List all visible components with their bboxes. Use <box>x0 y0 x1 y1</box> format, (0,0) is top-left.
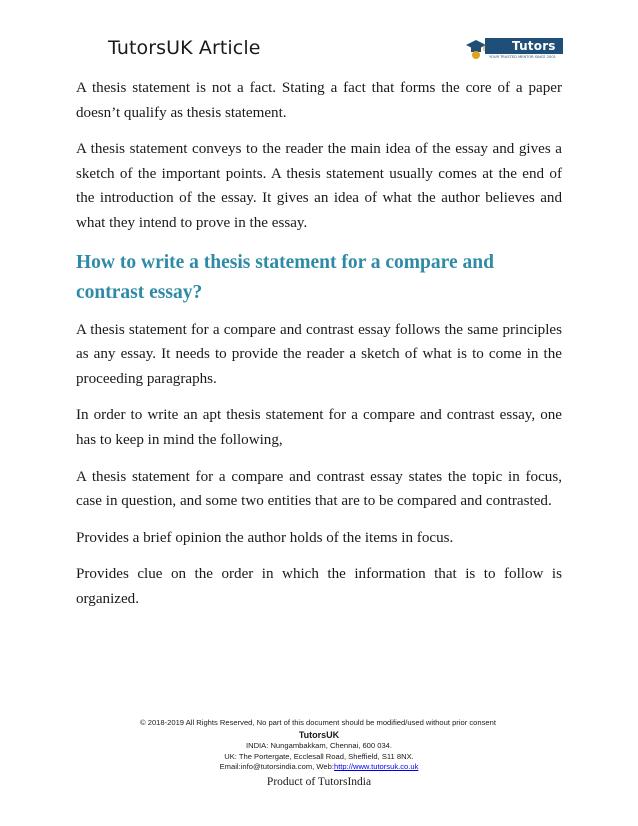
website-link[interactable]: http://www.tutorsuk.co.uk <box>333 762 419 772</box>
footer-brand: TutorsUK <box>298 729 340 740</box>
paragraph-thesis-not-fact: A thesis statement is not a fact. Stating a fact that forms the core of a paper doesn’t qualify as thesis statement. <box>76 80 562 121</box>
article-body <box>76 76 562 624</box>
section-heading: How to write a thesis statement for a compare and contrast essay? <box>76 251 494 303</box>
logo-text: Tutors UK <box>512 39 556 69</box>
email-text: Email:info@tutorsindia.com, Web: <box>219 762 334 772</box>
tutors-uk-logo <box>465 38 563 69</box>
page-footer <box>0 718 638 790</box>
logo-tagline: YOUR TRUSTED MENTOR SINCE 2001 <box>489 55 556 59</box>
product-credit: Product of TutorsIndia <box>266 776 372 789</box>
contact-line <box>0 762 638 773</box>
uk-address: UK: The Portergate, Ecclesall Road, Sheffield, S11 8NX. <box>224 751 414 761</box>
header-title: TutorsUK Article <box>108 37 261 59</box>
paragraph-thesis-conveys: A thesis statement conveys to the reader the main idea of the essay and gives a sketch of the important points. A thesis statement usually comes at the end of the introduction of the essay. It gives an idea of what the author believes and what they intend to prove in the essay. <box>76 141 562 231</box>
graduate-icon <box>465 38 487 60</box>
paragraph-order-clue: Provides clue on the order in which the information that is to follow is organized. <box>76 566 562 607</box>
india-address: INDIA: Nungambakkam, Chennai, 600 034. <box>245 740 393 750</box>
copyright-notice: © 2018-2019 All Rights Reserved, No part of this document should be modified/used without prior consent <box>140 718 496 727</box>
page-header <box>0 0 638 78</box>
paragraph-brief-opinion: Provides a brief opinion the author holds of the items in focus. <box>76 529 454 546</box>
paragraph-compare-principles: A thesis statement for a compare and contrast essay follows the same principles as any essay. It needs to provide the reader a sketch of what is to come in the proceeding paragraphs. <box>76 321 562 387</box>
paragraph-keep-in-mind: In order to write an apt thesis statement for a compare and contrast essay, one has to keep in mind the following, <box>76 407 562 448</box>
paragraph-states-topic: A thesis statement for a compare and contrast essay states the topic in focus, case in question, and some two entities that are to be compared and contrasted. <box>76 468 562 510</box>
